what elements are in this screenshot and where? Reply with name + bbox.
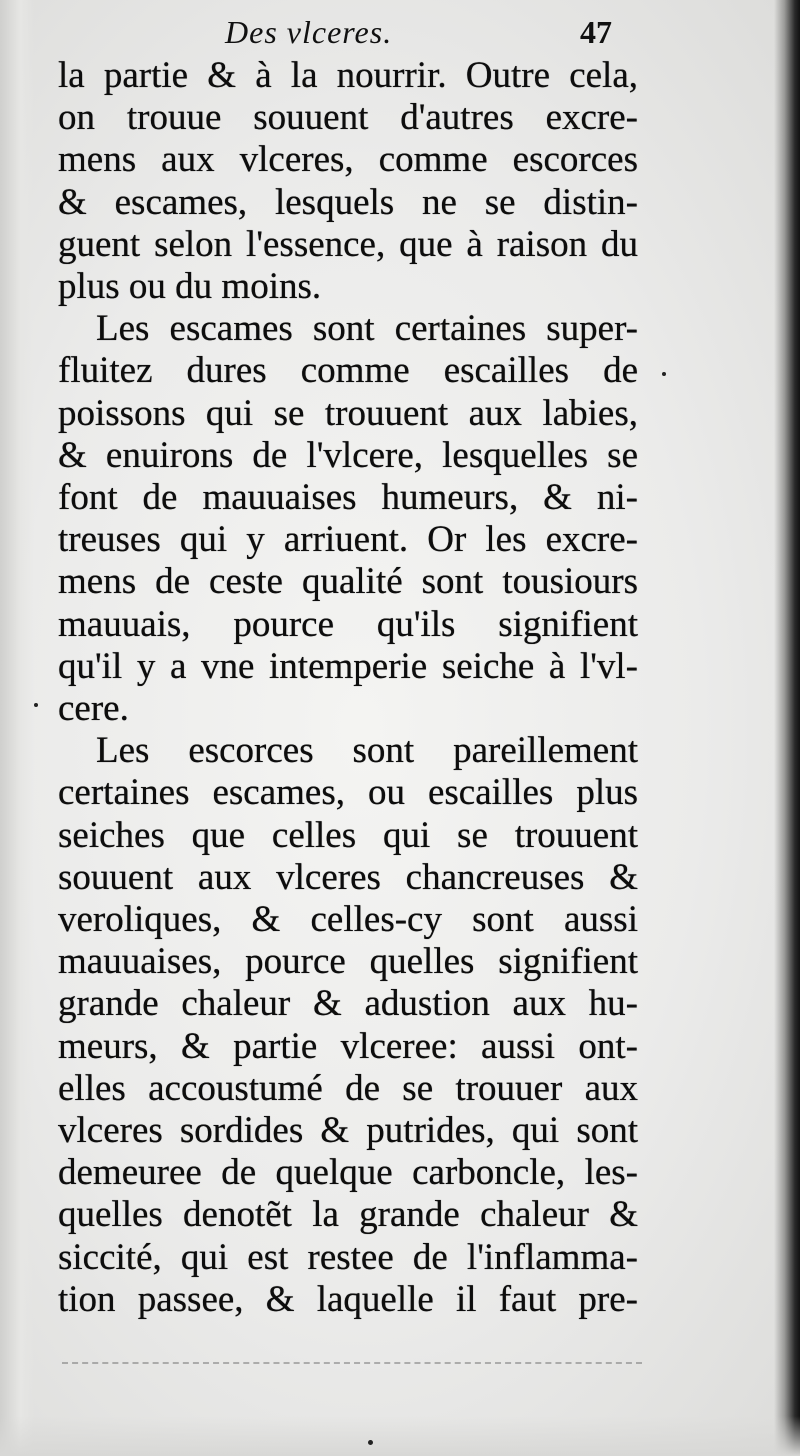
text-line: fluitez dures comme escailles de (58, 350, 638, 392)
body-text (58, 55, 638, 1321)
text-line: grande chaleur & adustion aux hu- (58, 983, 638, 1025)
text-line: siccité, qui est restee de l'inflamma- (58, 1236, 638, 1278)
text-line: vlceres sordides & putrides, qui sont (58, 1110, 638, 1152)
text-line: veroliques, & celles-cy sont aussi (58, 899, 638, 941)
text-line: cere. (58, 688, 129, 730)
text-line: & enuirons de l'vlcere, lesquelles se (58, 434, 638, 476)
text-line: mauuaises, pource quelles signifient (58, 941, 638, 983)
text-line: la partie & à la nourrir. Outre cela, (58, 55, 638, 96)
text-line: qu'il y a vne intemperie seiche à l'vl- (58, 645, 638, 687)
text-line: quelles denotẽt la grande chaleur & (58, 1194, 638, 1236)
page-left-shadow (0, 0, 34, 1456)
bottom-rule-marks (62, 1362, 642, 1370)
paragraph-1 (58, 55, 638, 308)
text-line: mauuais, pource qu'ils signifient (58, 603, 638, 645)
text-line: tion passee, & laquelle il faut pre- (58, 1278, 638, 1320)
ink-speck (34, 703, 38, 707)
page-bottom-shadow (0, 1416, 800, 1456)
page-right-binding-shadow (774, 0, 800, 1456)
text-line: font de mauuaises humeurs, & ni- (58, 477, 638, 519)
text-line: Les escorces sont pareillement (96, 730, 638, 772)
text-line: poissons qui se trouuent aux labies, (58, 392, 638, 434)
text-line: meurs, & partie vlceree: aussi ont- (58, 1025, 638, 1067)
text-line: seiches que celles qui se trouuent (58, 814, 638, 856)
paragraph-3 (58, 730, 638, 1321)
text-line: elles accoustumé de se trouuer aux (58, 1067, 638, 1109)
text-line: demeuree de quelque carboncle, les- (58, 1152, 638, 1194)
text-line: & escames, lesquels ne se distin- (58, 181, 638, 223)
text-line: guent selon l'essence, que à raison du (58, 223, 638, 265)
ink-speck (662, 372, 666, 376)
text-line: certaines escames, ou escailles plus (58, 772, 638, 814)
text-line: treuses qui y arriuent. Or les excre- (58, 519, 638, 561)
text-line: souuent aux vlceres chancreuses & (58, 856, 638, 898)
text-line: Les escames sont certaines super- (96, 308, 638, 350)
text-line: plus ou du moins. (58, 266, 322, 308)
running-head: Des vlceres. (225, 14, 393, 50)
ink-speck (368, 1440, 373, 1445)
text-line: mens de ceste qualité sont tousiours (58, 561, 638, 603)
page-number: 47 (580, 14, 612, 50)
text-line: mens aux vlceres, comme escorces (58, 139, 638, 181)
paragraph-2 (58, 308, 638, 730)
text-line: on trouue souuent d'autres excre- (58, 97, 638, 139)
